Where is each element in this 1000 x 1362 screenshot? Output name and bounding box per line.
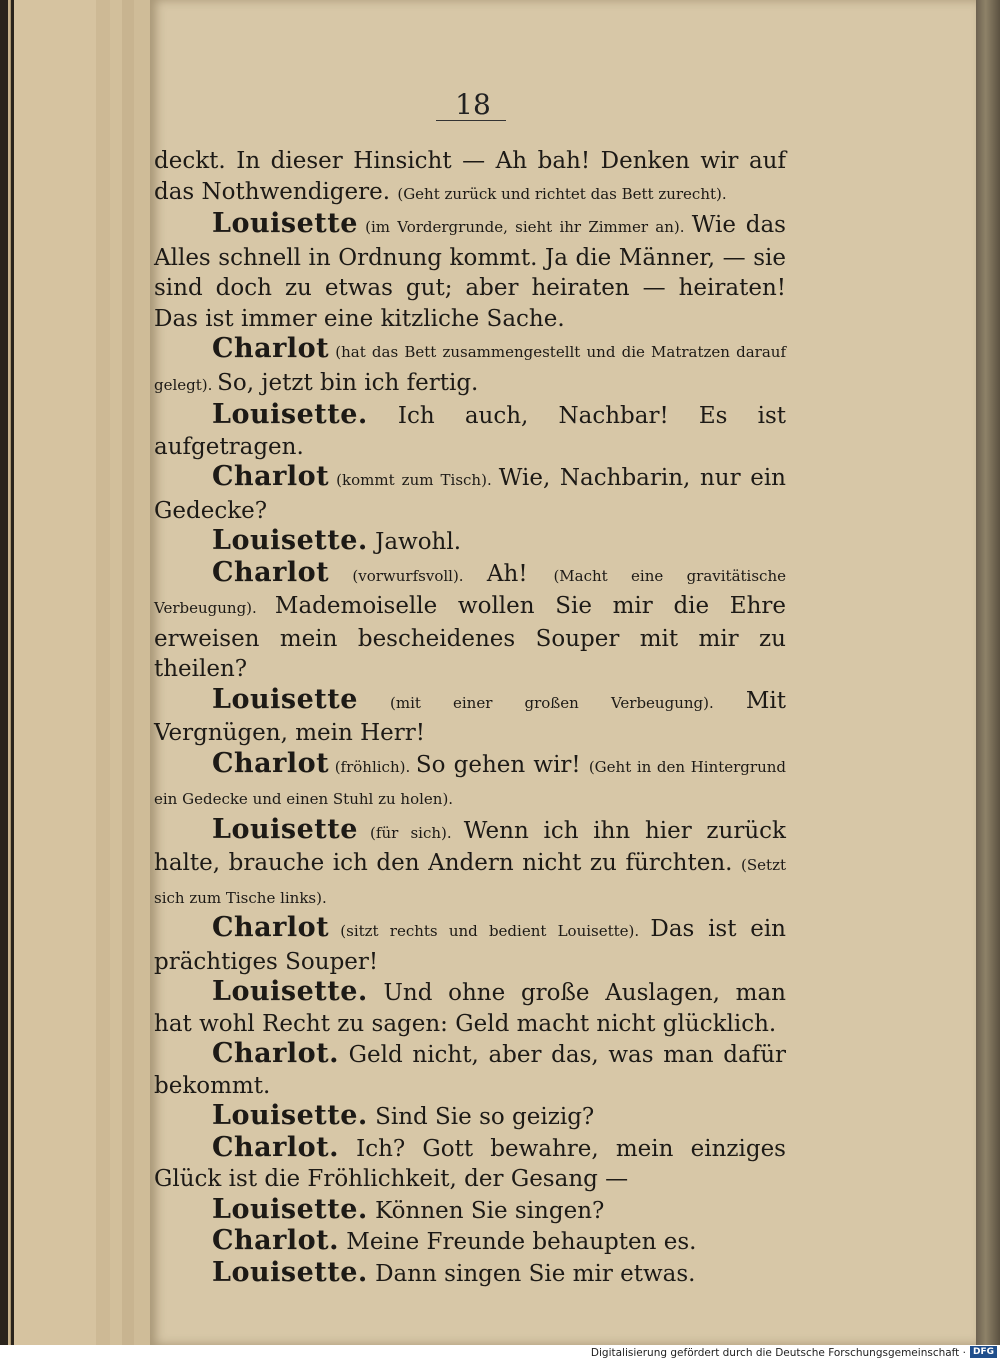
dialogue-text: Dann singen Sie mir etwas. — [367, 1260, 696, 1287]
text-paragraph — [154, 334, 786, 400]
speaker-name: Louisette — [212, 208, 358, 239]
stage-direction: (Setzt sich zum Tische links). — [154, 856, 786, 907]
page-number: 18 — [455, 88, 491, 121]
stage-direction: (Macht eine gravitätische Verbeugung). — [154, 566, 786, 617]
speaker-name: Charlot. — [212, 1131, 339, 1163]
speaker-name: Charlot. — [212, 1038, 339, 1069]
stage-direction: (Geht in den Hintergrund ein Gedecke und einen Stuhl zu holen). — [154, 757, 787, 808]
speaker-name: Charlot — [212, 912, 330, 943]
speaker-name: Louisette. — [212, 976, 368, 1007]
stage-direction: (sitzt rechts und bedient Louisette). — [329, 922, 651, 940]
page-edges — [0, 0, 170, 1345]
stage-direction: (mit einer großen Verbeugung). — [357, 693, 746, 712]
dialogue-text: Sind Sie so geizig? — [367, 1104, 595, 1130]
speaker-name: Louisette. — [212, 525, 368, 556]
dialogue-text: So, jetzt bin ich fertig. — [217, 369, 479, 396]
page-number-rule — [436, 120, 506, 121]
speaker-name: Louisette. — [212, 1100, 368, 1131]
speaker-name: Charlot — [212, 556, 330, 588]
dialogue-text: Mit Vergnügen, mein Herr! — [154, 687, 786, 746]
stage-direction: (kommt zum Tisch). — [329, 471, 499, 489]
page-edge — [14, 0, 97, 1345]
text-paragraph — [154, 558, 786, 685]
stage-direction: (fröhlich). — [329, 757, 416, 776]
text-paragraph — [154, 1195, 786, 1227]
stage-direction: (hat das Bett zusammengestellt und die Matratzen darauf gelegt). — [154, 343, 786, 394]
page-edge — [134, 0, 151, 1345]
dialogue-text: Wie, Nachbarin, nur ein Gedecke? — [154, 465, 786, 524]
text-paragraph — [154, 1039, 786, 1101]
text-paragraph — [154, 209, 786, 334]
speaker-name: Charlot — [212, 333, 330, 364]
dialogue-text: Wie das Alles schnell in Ordnung kommt. Ja die Männer, — sie sind doch zu etwas gut; aber heiraten — heiraten! Das ist immer eine kitzliche Sache. — [154, 212, 786, 332]
text-paragraph — [154, 400, 786, 462]
text-paragraph — [154, 1258, 786, 1290]
stage-direction: (vorwurfsvoll). — [329, 566, 487, 585]
text-paragraph — [154, 1133, 786, 1195]
text-paragraph — [154, 526, 786, 558]
dialogue-text: Jawohl. — [367, 529, 462, 555]
speaker-name: Charlot — [212, 747, 330, 779]
text-paragraph — [154, 749, 786, 815]
speaker-name: Louisette — [212, 683, 358, 715]
speaker-name: Charlot. — [212, 1225, 339, 1256]
dialogue-text: Wenn ich ihn hier zurück halte, brauche ich den Andern nicht zu fürchten. — [154, 817, 786, 876]
page-gutter — [976, 0, 1000, 1345]
dialogue-text: Geld nicht, aber das, was man dafür bekommt. — [154, 1042, 786, 1099]
dfg-logo: DFG — [970, 1346, 997, 1358]
dialogue-text: Das ist ein prächtiges Souper! — [154, 916, 786, 975]
footer-text: Digitalisierung gefördert durch die Deutsche Forschungsgemeinschaft · — [590, 1347, 966, 1359]
text-paragraph — [154, 815, 786, 914]
dialogue-text: Können Sie singen? — [367, 1197, 605, 1224]
speaker-name: Louisette. — [212, 399, 368, 430]
dialogue-text: Mademoiselle wollen Sie mir die Ehre erweisen mein bescheidenes Souper mit mir zu theilen? — [154, 593, 786, 682]
stage-direction: (im Vordergrunde, sieht ihr Zimmer an). — [357, 218, 692, 236]
dialogue-text: Ah! — [486, 560, 554, 587]
dialogue-text: Meine Freunde behaupten es. — [338, 1229, 697, 1255]
text-paragraph — [154, 685, 786, 749]
stage-direction: (für sich). — [357, 823, 464, 842]
speaker-name: Louisette. — [212, 1193, 368, 1225]
text-paragraph — [154, 977, 786, 1039]
page-edge — [8, 0, 11, 1345]
speaker-name: Charlot — [212, 461, 330, 492]
text-paragraph — [154, 1101, 786, 1133]
text-paragraph — [154, 1226, 786, 1258]
page-text — [154, 146, 786, 1289]
stage-direction: (Geht zurück und richtet das Bett zurecht). — [397, 184, 727, 203]
dialogue-text: So gehen wir! — [415, 751, 589, 778]
text-paragraph — [154, 146, 786, 209]
speaker-name: Louisette. — [212, 1256, 368, 1288]
text-paragraph — [154, 913, 786, 977]
speaker-name: Louisette — [212, 813, 358, 845]
dialogue-text: Und ohne große Auslagen, man hat wohl Recht zu sagen: Geld macht nicht glücklich. — [154, 980, 786, 1037]
page-edge — [96, 0, 111, 1345]
digitization-footer — [0, 1345, 1000, 1362]
dialogue-text: deckt. In dieser Hinsicht — Ah bah! Denken wir auf das Nothwendigere. — [154, 148, 786, 205]
text-paragraph — [154, 462, 786, 526]
dialogue-text: Ich? Gott bewahre, mein einziges Glück ist die Fröhlichkeit, der Gesang — — [154, 1135, 786, 1192]
dialogue-text: Ich auch, Nachbar! Es ist aufgetragen. — [154, 403, 786, 460]
